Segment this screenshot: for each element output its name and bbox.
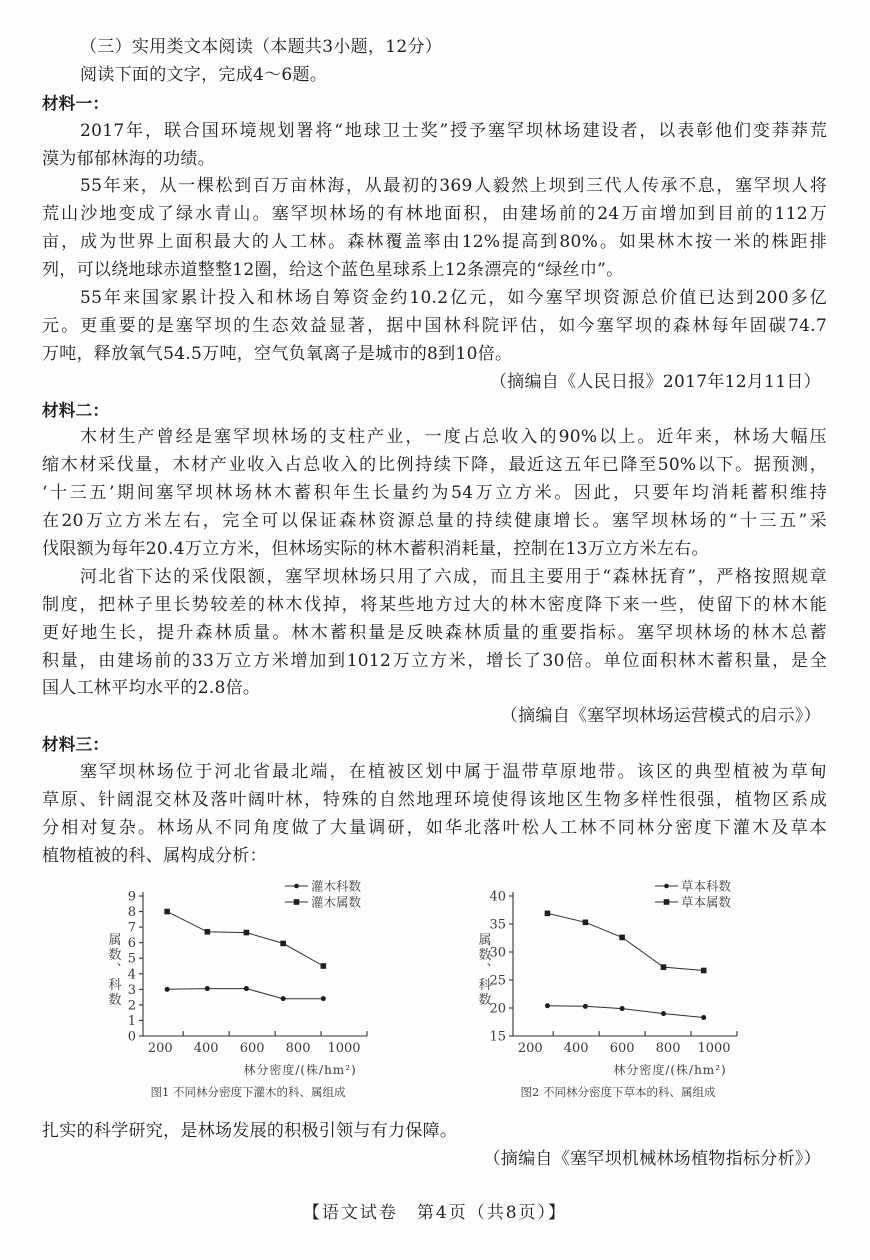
x-tick-label: 200 <box>517 1040 543 1056</box>
text-line: 万吨，释放氧气54.5万吨，空气负氧离子是城市的8到10倍。 <box>42 343 513 364</box>
material-2-heading: 材料二： <box>42 400 110 420</box>
series-2-point <box>244 929 250 935</box>
series-2-point <box>280 940 286 946</box>
text-line: 亩，成为世界上面积最大的人工林。森林覆盖率由12%提高到80%。如果林木按一米的株距排 <box>42 232 827 253</box>
y-tick-label: 25 <box>489 973 506 989</box>
legend-dot-marker <box>664 883 669 888</box>
series-2-point <box>545 910 551 916</box>
text-line: 分相对复杂。林场从不同角度做了大量调研，如华北落叶松人工林不同林分密度下灌木及草本 <box>42 817 827 838</box>
series-2-line <box>548 913 704 970</box>
series-1-point <box>620 1006 625 1011</box>
x-tick-label: 400 <box>193 1040 219 1056</box>
series-1-point <box>165 987 170 992</box>
page-footer: 【语文试卷 第4页（共8页）】 <box>302 1203 568 1223</box>
series-1-line <box>548 1006 704 1018</box>
legend-label: 草本属数 <box>681 894 732 910</box>
figure-caption: 图1 不同林分密度下灌木的科、属组成 <box>150 1084 346 1099</box>
series-2-line <box>167 911 323 965</box>
text-line: 积量，由建场前的33万立方米增加到1012万立方米，增长了30倍。单位面积林木蓄积量，是全 <box>42 650 827 671</box>
legend-label: 灌木科数 <box>311 878 362 894</box>
series-1-point <box>244 986 249 991</box>
y-tick-label: 30 <box>489 945 506 961</box>
series-2-point <box>661 964 667 970</box>
series-2-point <box>164 908 170 914</box>
y-tick-label: 7 <box>127 920 136 936</box>
y-tick-label: 2 <box>127 998 136 1014</box>
text-line: 更好地生长，提升森林质量。林木蓄积量是反映森林质量的重要指标。塞罕坝林场的林木总蓄 <box>42 622 827 643</box>
text-line: 伐限额为每年20.4万立方米，但林场实际的林木蓄积消耗量，控制在13万立方米左右。 <box>42 539 709 560</box>
figures-block <box>42 871 827 1118</box>
material-2-source: （摘编自《塞罕坝林场运营模式的启示》） <box>500 706 821 727</box>
legend-item-1 <box>655 878 732 893</box>
series-1-point <box>583 1004 588 1009</box>
text-line: 草原、针阔混交林及落叶阔叶林，特殊的自然地理环境使得该地区生物多样性很强，植物区系成 <box>42 790 827 811</box>
x-tick-label: 400 <box>563 1040 589 1056</box>
y-tick-label: 15 <box>489 1029 506 1045</box>
material-3-heading: 材料三： <box>42 735 110 755</box>
legend-square-marker <box>294 899 300 905</box>
series-1-point <box>701 1015 706 1020</box>
series-1-point <box>205 986 210 991</box>
x-tick-label: 600 <box>239 1040 265 1056</box>
y-tick-label: 8 <box>127 904 136 920</box>
text-line: 制度，把林子里长势较差的林木伐掉，将某些地方过大的林木密度降下来一些，使留下的林木能 <box>42 594 827 615</box>
text-line: 元。更重要的是塞罕坝的生态效益显著，据中国林科院评估，如今塞罕坝的森林每年固碳74.7 <box>42 315 827 336</box>
legend-label: 灌木属数 <box>311 894 362 910</box>
y-tick-label: 3 <box>127 982 136 998</box>
text-line: 木材生产曾经是塞罕坝林场的支柱产业，一度占总收入的90%以上。近年来，林场大幅压 <box>80 427 827 448</box>
text-line: 缩木材采伐量，木材产业收入占总收入的比例持续下降，最近这五年已降至50%以下。据预测， <box>42 455 827 476</box>
x-tick-label: 600 <box>609 1040 635 1056</box>
text-line: ‘十三五’期间塞罕坝林场林木蓄积年生长量约为54万立方米。因此，只要年均消耗蓄积维持 <box>42 483 827 504</box>
section-title: （三）实用类文本阅读（本题共3小题，12分） <box>80 37 443 57</box>
material-1-heading: 材料一： <box>42 93 110 113</box>
reading-section <box>42 34 827 1174</box>
x-tick-label: 800 <box>655 1040 681 1056</box>
y-tick-label: 5 <box>127 951 136 967</box>
legend-item-1 <box>285 878 362 893</box>
text-line: 55年来国家累计投入和林场自筹资金约10.2亿元，如今塞罕坝资源总价值已达到200多亿 <box>80 288 827 309</box>
text-line: 河北省下达的采伐限额，塞罕坝林场只用了六成，而且主要用于“森林抚育”，严格按照规章 <box>80 566 827 587</box>
text-line: 2017年，联合国环境规划署将“地球卫士奖”授予塞罕坝林场建设者，以表彰他们变莽莽荒 <box>80 120 827 141</box>
series-2-point <box>583 919 589 925</box>
text-line: 漠为郁郁林海的功绩。 <box>42 148 215 169</box>
y-axis-title: 属数、科数 <box>105 932 121 1008</box>
y-tick-label: 20 <box>489 1001 506 1017</box>
legend-label: 草本科数 <box>681 878 732 894</box>
text-line: 植物植被的科、属构成分析： <box>42 845 267 866</box>
y-tick-label: 35 <box>489 917 506 933</box>
y-tick-label: 6 <box>127 935 136 951</box>
x-tick-label: 1000 <box>327 1040 361 1056</box>
x-axis-title: 林分密度/(株/hm²) <box>613 1062 727 1077</box>
text-line: 列，可以绕地球赤道整整12圈，给这个蓝色星球系上12条漂亮的“绿丝巾”。 <box>42 260 624 281</box>
text-line: 55年来，从一棵松到百万亩林海，从最初的369人毅然上坝到三代人传承不息，塞罕坝人将 <box>80 176 827 197</box>
text-line: 在20万立方米左右，完全可以保证森林资源总量的持续健康增长。塞罕坝林场的“十三五”采 <box>42 511 827 532</box>
series-2-point <box>205 929 211 935</box>
y-tick-label: 40 <box>489 889 506 905</box>
text-line: 国人工林平均水平的2.8倍。 <box>42 678 261 699</box>
x-tick-label: 800 <box>285 1040 311 1056</box>
figure-caption: 图2 不同林分密度下草本的科、属组成 <box>520 1084 716 1099</box>
text-line: 荒山沙地变成了绿水青山。塞罕坝林场的有林地面积，由建场前的24万亩增加到目前的112万 <box>42 204 827 225</box>
series-2-point <box>619 934 625 940</box>
text-line: 扎实的科学研究，是林场发展的积极引领与有力保障。 <box>42 1120 458 1141</box>
y-tick-label: 9 <box>127 889 136 905</box>
legend-square-marker <box>664 899 670 905</box>
x-tick-label: 200 <box>147 1040 173 1056</box>
y-axis-title: 属数、科数 <box>475 932 491 1008</box>
legend-dot-marker <box>294 883 299 888</box>
legend-item-2 <box>655 894 732 909</box>
instruction: 阅读下面的文字，完成4～6题。 <box>80 64 328 85</box>
y-tick-label: 0 <box>127 1029 136 1045</box>
figure-1-shrub-chart <box>95 872 385 1104</box>
x-tick-label: 1000 <box>697 1040 731 1056</box>
y-tick-label: 1 <box>127 1013 136 1029</box>
y-tick-label: 4 <box>127 966 136 982</box>
material-3-source: （摘编自《塞罕坝机械林场植物指标分析》） <box>483 1148 821 1169</box>
figure-2-herb-chart <box>465 872 755 1104</box>
material-1-source: （摘编自《人民日报》2017年12月11日） <box>489 371 821 392</box>
series-2-point <box>701 967 707 973</box>
series-1-point <box>321 996 326 1001</box>
series-1-point <box>281 996 286 1001</box>
legend-item-2 <box>285 894 362 909</box>
text-line: 塞罕坝林场位于河北省最北端，在植被区划中属于温带草原地带。该区的典型植被为草甸 <box>80 762 827 783</box>
x-axis-title: 林分密度/(株/hm²) <box>243 1062 357 1077</box>
series-2-point <box>321 963 327 969</box>
series-1-point <box>661 1011 666 1016</box>
series-1-point <box>545 1003 550 1008</box>
